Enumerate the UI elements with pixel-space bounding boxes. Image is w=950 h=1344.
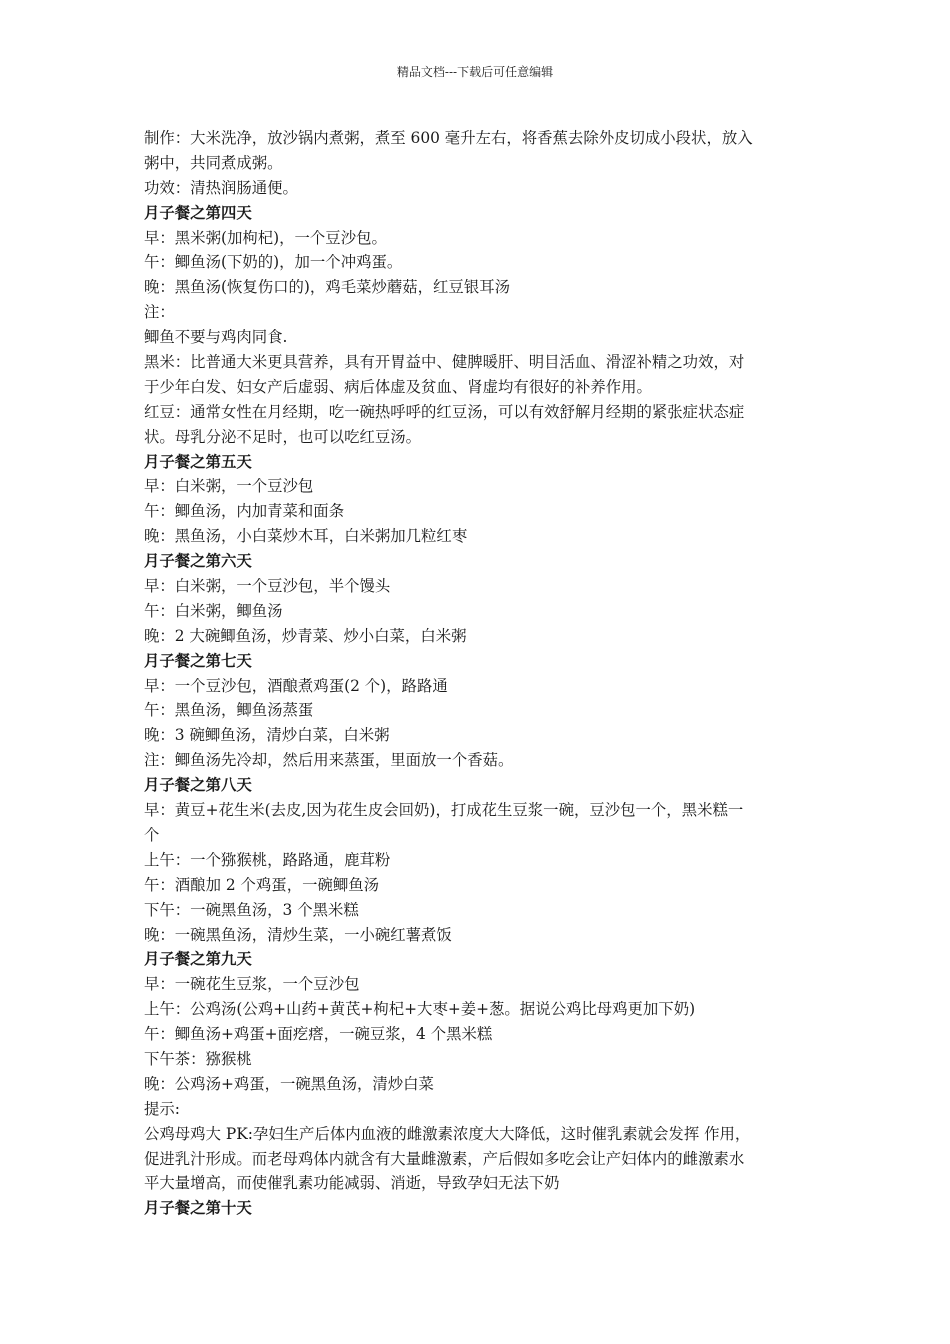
text-line: 上午：公鸡汤(公鸡+山药+黄芪+枸杞+大枣+姜+葱。据说公鸡比母鸡更加下奶) bbox=[144, 1000, 696, 1019]
section-heading: 月子餐之第十天 bbox=[144, 1199, 252, 1218]
text-line: 早：黄豆+花生米(去皮,因为花生皮会回奶)，打成花生豆浆一碗，豆沙包一个，黑米糕一 bbox=[144, 801, 744, 820]
text-line: 个 bbox=[144, 825, 160, 844]
section-heading: 月子餐之第四天 bbox=[144, 203, 252, 222]
text-line: 早：黑米粥(加枸杞)，一个豆沙包。 bbox=[144, 228, 387, 247]
text-line: 上午：一个猕猴桃，路路通，鹿茸粉 bbox=[144, 850, 391, 869]
text-line: 状。母乳分泌不足时，也可以吃红豆汤。 bbox=[144, 427, 422, 446]
text-line: 晚：公鸡汤+鸡蛋，一碗黑鱼汤，清炒白菜 bbox=[144, 1074, 434, 1093]
text-line: 鲫鱼不要与鸡肉同食. bbox=[144, 328, 288, 347]
text-line: 午：鲫鱼汤，内加青菜和面条 bbox=[144, 502, 345, 521]
section-heading: 月子餐之第八天 bbox=[144, 776, 252, 795]
text-line: 午：鲫鱼汤+鸡蛋+面疙瘩，一碗豆浆，4 个黑米糕 bbox=[144, 1025, 493, 1044]
text-line: 促进乳汁形成。而老母鸡体内就含有大量雌激素，产后假如多吃会让产妇体内的雌激素水 bbox=[144, 1149, 745, 1168]
text-line: 早：一个豆沙包，酒酿煮鸡蛋(2 个)，路路通 bbox=[144, 676, 448, 695]
text-line: 注： bbox=[144, 303, 175, 322]
section-heading: 月子餐之第七天 bbox=[144, 651, 252, 670]
text-line: 制作：大米洗净，放沙锅内煮粥，煮至 600 毫升左右，将香蕉去除外皮切成小段状，放入 bbox=[144, 129, 753, 147]
text-line: 晚：一碗黑鱼汤，清炒生菜，一小碗红薯煮饭 bbox=[144, 925, 452, 944]
text-line: 午：黑鱼汤，鲫鱼汤蒸蛋 bbox=[144, 701, 314, 720]
text-line: 早：白米粥，一个豆沙包，半个馒头 bbox=[144, 577, 391, 596]
text-line: 功效：清热润肠通便。 bbox=[144, 178, 298, 197]
text-line: 下午茶：猕猴桃 bbox=[144, 1049, 252, 1068]
section-heading: 月子餐之第六天 bbox=[144, 552, 252, 571]
text-line: 早：一碗花生豆浆，一个豆沙包 bbox=[144, 975, 360, 994]
section-heading: 月子餐之第九天 bbox=[144, 950, 252, 969]
text-line: 下午：一碗黑鱼汤，3 个黑米糕 bbox=[144, 900, 359, 919]
section-heading: 月子餐之第五天 bbox=[144, 452, 252, 471]
document-body bbox=[144, 126, 804, 1221]
text-line: 午：白米粥，鲫鱼汤 bbox=[144, 601, 283, 620]
text-line: 公鸡母鸡大 PK:孕妇生产后体内血液的雌激素浓度大大降低，这时催乳素就会发挥 作用， bbox=[144, 1124, 751, 1143]
text-line: 早：白米粥，一个豆沙包 bbox=[144, 477, 314, 496]
text-line: 提示: bbox=[144, 1099, 180, 1118]
text-line: 红豆：通常女性在月经期，吃一碗热呼呼的红豆汤，可以有效舒解月经期的紧张症状态症 bbox=[144, 402, 745, 421]
text-line: 粥中，共同煮成粥。 bbox=[144, 153, 283, 172]
text-line: 于少年白发、妇女产后虚弱、病后体虚及贫血、肾虚均有很好的补养作用。 bbox=[144, 377, 652, 396]
text-line: 午：酒酿加 2 个鸡蛋，一碗鲫鱼汤 bbox=[144, 875, 380, 894]
text-line: 午：鲫鱼汤(下奶的)，加一个冲鸡蛋。 bbox=[144, 253, 403, 272]
text-line: 晚：黑鱼汤(恢复伤口的)，鸡毛菜炒蘑菇，红豆银耳汤 bbox=[144, 278, 510, 297]
text-line: 黑米：比普通大米更具营养，具有开胃益中、健脾暖肝、明目活血、滑涩补精之功效，对 bbox=[144, 353, 745, 372]
text-line: 平大量增高，而使催乳素功能减弱、消逝，导致孕妇无法下奶 bbox=[144, 1174, 560, 1193]
page-header: 精品文档---下载后可任意编辑 bbox=[396, 65, 554, 79]
text-line: 晚：黑鱼汤，小白菜炒木耳，白米粥加几粒红枣 bbox=[144, 527, 468, 546]
text-line: 注：鲫鱼汤先冷却，然后用来蒸蛋，里面放一个香菇。 bbox=[144, 751, 514, 770]
text-line: 晚：2 大碗鲫鱼汤，炒青菜、炒小白菜，白米粥 bbox=[144, 626, 467, 645]
text-line: 晚：3 碗鲫鱼汤，清炒白菜，白米粥 bbox=[144, 726, 390, 745]
